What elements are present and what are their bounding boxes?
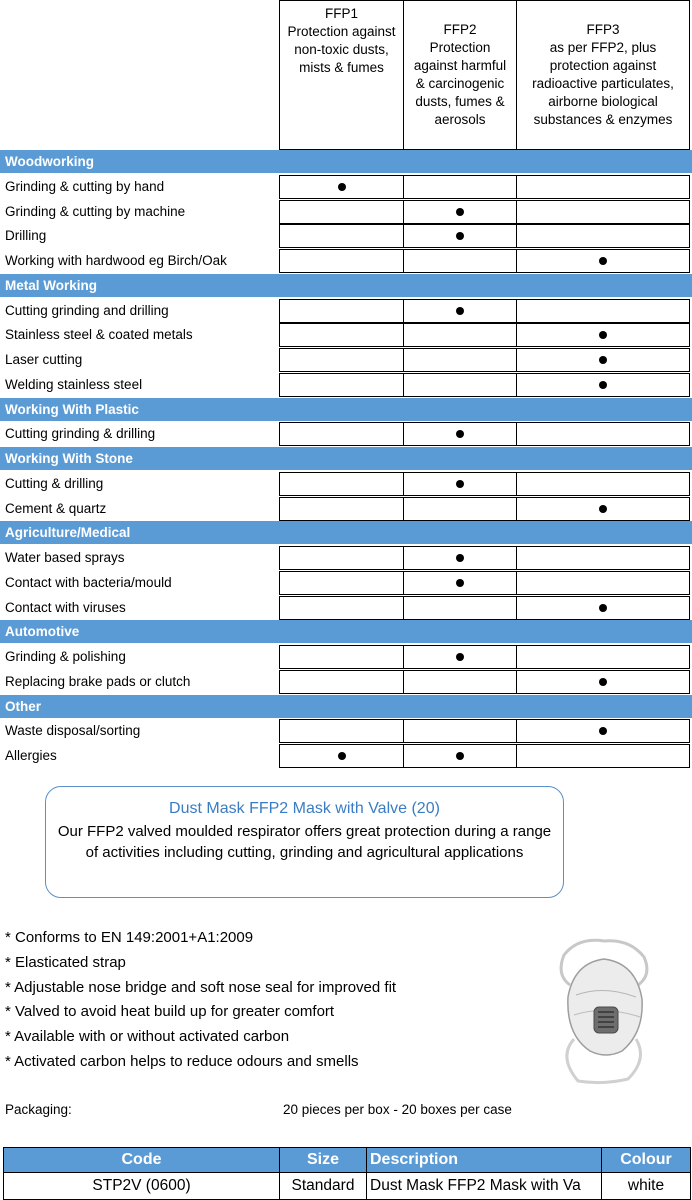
activity-label: Drilling: [5, 228, 47, 244]
table-row: [0, 249, 692, 273]
ffp3-cell: [516, 546, 690, 570]
ffp3-cell: [516, 373, 690, 397]
filled-dot-icon: [456, 752, 464, 760]
filled-dot-icon: [599, 381, 607, 389]
activity-label: Water based sprays: [5, 550, 125, 565]
section-header: Working With Plastic: [0, 398, 692, 421]
feature-list: [5, 926, 396, 1075]
ffp1-cell: [279, 348, 403, 372]
ffp1-cell: [279, 175, 403, 199]
ffp1-cell: [279, 645, 403, 669]
activity-label: Cement & quartz: [5, 500, 107, 516]
activity-label: Welding stainless steel: [5, 376, 143, 392]
filled-dot-icon: [456, 232, 464, 240]
ffp2-cell: [403, 596, 516, 620]
filled-dot-icon: [599, 727, 607, 735]
filled-dot-icon: [338, 752, 346, 760]
colour-header: Colour: [602, 1148, 691, 1173]
ffp3-cell: [516, 348, 690, 372]
ffp2-cell: [403, 373, 516, 397]
ffp2-cell: [403, 472, 516, 496]
product-summary: Our FFP2 valved moulded respirator offers great protection during a range of activities including cutting, grinding and agricultural applications: [57, 823, 552, 861]
section-header: Other: [0, 695, 692, 718]
table-row: [0, 670, 692, 694]
ffp3-cell: [516, 323, 690, 347]
filled-dot-icon: [338, 183, 346, 191]
size-header: Size: [280, 1148, 367, 1173]
packaging-value: 20 pieces per box - 20 boxes per case: [283, 1102, 512, 1117]
size-cell: Standard: [280, 1173, 367, 1200]
ffp2-cell: [403, 645, 516, 669]
activity-label: Allergies: [5, 748, 57, 763]
activity-label: Cutting & drilling: [5, 475, 104, 491]
ffp1-cell: [279, 224, 403, 248]
product-info-box: [45, 786, 564, 898]
ffp3-cell: [516, 249, 690, 273]
filled-dot-icon: [599, 331, 607, 339]
ffp2-cell: [403, 200, 516, 224]
ffp1-cell: [279, 596, 403, 620]
ffp2-cell: [403, 546, 516, 570]
dust-mask-picture: [548, 935, 658, 1085]
activity-label: Cutting grinding and drilling: [5, 302, 169, 318]
table-row: [0, 546, 692, 570]
filled-dot-icon: [599, 257, 607, 265]
activity-label: Stainless steel & coated metals: [5, 327, 193, 343]
filled-dot-icon: [456, 554, 464, 562]
ffp2-cell: [403, 571, 516, 595]
ffp3-cell: [516, 744, 690, 768]
ffp3-cell: [516, 224, 690, 248]
filled-dot-icon: [599, 678, 607, 686]
table-row: [0, 719, 692, 743]
ffp3-cell: [516, 645, 690, 669]
ffp3-cell: [516, 472, 690, 496]
filled-dot-icon: [456, 579, 464, 587]
list-item: * Elasticated strap: [5, 953, 126, 971]
ffp1-cell: [279, 249, 403, 273]
ffp2-cell: [403, 224, 516, 248]
activity-label: Contact with bacteria/mould: [5, 574, 172, 590]
table-row: [0, 323, 692, 347]
ffp3-cell: [516, 497, 690, 521]
ffp1-cell: [279, 299, 403, 323]
filled-dot-icon: [456, 430, 464, 438]
table-row: [4, 1173, 691, 1200]
ffp1-cell: [279, 497, 403, 521]
activity-label: Waste disposal/sorting: [5, 723, 141, 739]
ffp1-header: FFP1 Protection against non-toxic dusts, mists & fumes: [279, 0, 403, 150]
packaging-label: Packaging:: [5, 1102, 72, 1117]
ffp2-cell: [403, 299, 516, 323]
ffp1-cell: [279, 719, 403, 743]
table-row: [0, 571, 692, 595]
filled-dot-icon: [456, 653, 464, 661]
ffp1-cell: [279, 744, 403, 768]
ffp1-cell: [279, 422, 403, 446]
ffp2-cell: [403, 719, 516, 743]
table-row: [0, 744, 692, 768]
filled-dot-icon: [599, 604, 607, 612]
ffp3-cell: [516, 719, 690, 743]
list-item: * Adjustable nose bridge and soft nose seal for improved fit: [5, 978, 397, 996]
description-header: Description: [367, 1148, 602, 1173]
ffp1-cell: [279, 546, 403, 570]
filled-dot-icon: [599, 356, 607, 364]
list-item: * Valved to avoid heat build up for greater comfort: [5, 1003, 335, 1021]
activity-label: Contact with viruses: [5, 599, 126, 615]
ffp1-cell: [279, 571, 403, 595]
table-row: [0, 645, 692, 669]
ffp1-cell: [279, 200, 403, 224]
description-cell: Dust Mask FFP2 Mask with Va: [367, 1173, 602, 1200]
product-title: Dust Mask FFP2 Mask with Valve (20): [169, 800, 440, 817]
ffp2-cell: [403, 175, 516, 199]
ffp1-cell: [279, 472, 403, 496]
table-row: [0, 175, 692, 199]
section-header: Metal Working: [0, 274, 692, 297]
activity-label: Grinding & cutting by hand: [5, 178, 165, 194]
product-table-header: [4, 1148, 691, 1173]
ffp3-cell: [516, 200, 690, 224]
filled-dot-icon: [456, 208, 464, 216]
code-header: Code: [4, 1148, 280, 1173]
ffp3-cell: [516, 571, 690, 595]
ffp2-header: FFP2 Protection against harmful & carcinogenic dusts, fumes & aerosols: [403, 0, 516, 150]
table-row: [0, 348, 692, 372]
filled-dot-icon: [456, 307, 464, 315]
product-table: [3, 1147, 691, 1200]
table-row: [0, 497, 692, 521]
filled-dot-icon: [599, 505, 607, 513]
section-header: Working With Stone: [0, 447, 692, 470]
list-item: * Conforms to EN 149:2001+A1:2009: [5, 929, 254, 946]
activity-label: Cutting grinding & drilling: [5, 426, 156, 442]
ffp2-cell: [403, 348, 516, 372]
table-row: [0, 596, 692, 620]
ffp1-cell: [279, 373, 403, 397]
activity-label: Grinding & polishing: [5, 649, 126, 664]
section-header: Automotive: [0, 620, 692, 643]
activity-label: Laser cutting: [5, 352, 83, 367]
section-header: Woodworking: [0, 150, 692, 173]
section-header: Agriculture/Medical: [0, 521, 692, 544]
ffp2-cell: [403, 744, 516, 768]
ffp3-cell: [516, 299, 690, 323]
ffp2-cell: [403, 422, 516, 446]
protection-level-header: [0, 0, 692, 150]
ffp1-cell: [279, 323, 403, 347]
ffp3-cell: [516, 596, 690, 620]
ffp3-cell: [516, 422, 690, 446]
activity-label: Grinding & cutting by machine: [5, 203, 186, 219]
ffp2-cell: [403, 249, 516, 273]
table-row: [0, 299, 692, 323]
list-item: * Activated carbon helps to reduce odours and smells: [5, 1052, 359, 1070]
colour-cell: white: [602, 1173, 691, 1200]
ffp3-cell: [516, 175, 690, 199]
table-row: [0, 472, 692, 496]
table-row: [0, 200, 692, 224]
ffp2-cell: [403, 323, 516, 347]
ffp2-cell: [403, 497, 516, 521]
ffp3-cell: [516, 670, 690, 694]
table-row: [0, 373, 692, 397]
activity-label: Replacing brake pads or clutch: [5, 673, 191, 689]
filled-dot-icon: [456, 480, 464, 488]
ffp2-cell: [403, 670, 516, 694]
activity-label: Working with hardwood eg Birch/Oak: [5, 253, 227, 268]
list-item: * Available with or without activated carbon: [5, 1028, 290, 1046]
ffp3-header: FFP3 as per FFP2, plus protection against radioactive particulates, airborne biological substances & enzymes: [516, 0, 690, 150]
table-row: [0, 224, 692, 248]
ffp1-cell: [279, 670, 403, 694]
code-cell: STP2V (0600): [4, 1173, 280, 1200]
table-row: [0, 422, 692, 446]
